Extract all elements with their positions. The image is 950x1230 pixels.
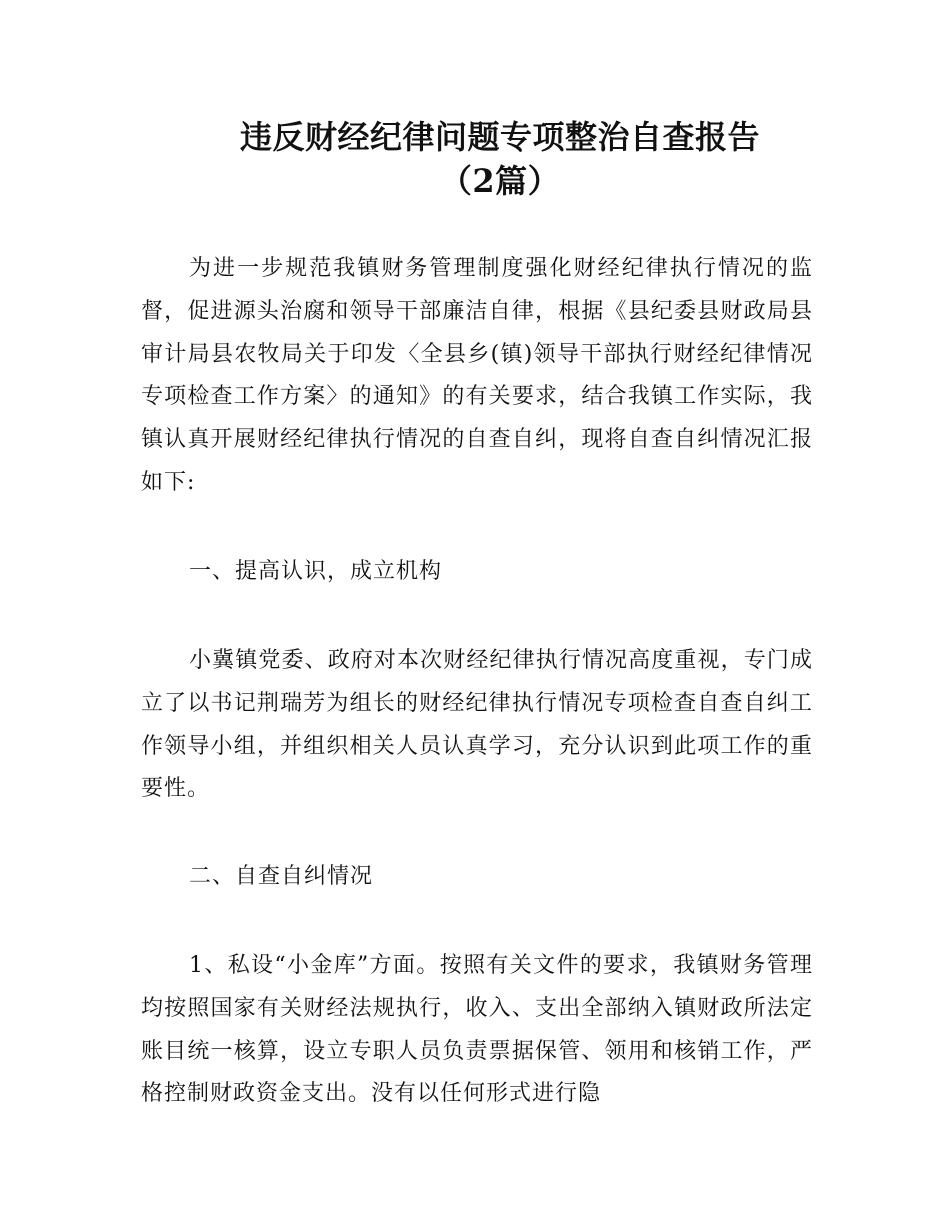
section-heading-2: 二、自查自纠情况 [189,864,374,889]
section-1-paragraph: 小冀镇党委、政府对本次财经纪律执行情况高度重视，专门成立了以书记荆瑞芳为组长的财经纪律执行情况专项检查自查自纠工作领导小组，并组织相关人员认真学习，充分认识到此项工作的重要性。 [141,648,813,802]
document-title: 违反财经纪律问题专项整治自查报告 [239,118,760,156]
section-heading-1: 一、提高认识，成立机构 [189,559,443,584]
intro-paragraph: 为进一步规范我镇财务管理制度强化财经纪律执行情况的监督，促进源头治腐和领导干部廉洁自律，根据《县纪委县财政局县审计局县农牧局关于印发〈全县乡(镇)领导干部执行财经纪律情况专项检查工作方案〉的通知》的有关要求，结合我镇工作实际，我镇认真开展财经纪律执行情况的自查自纠，现将自查自纠情况汇报如下: [141,256,813,495]
section-2-paragraph: 1、私设“小金库”方面。按照有关文件的要求，我镇财务管理均按照国家有关财经法规执行，收入、支出全部纳入镇财政所法定账目统一核算，设立专职人员负责票据保管、领用和核销工作，严格控制财政资金支出。没有以任何形式进行隐 [141,953,813,1107]
document-title-count: （2篇） [439,162,561,200]
